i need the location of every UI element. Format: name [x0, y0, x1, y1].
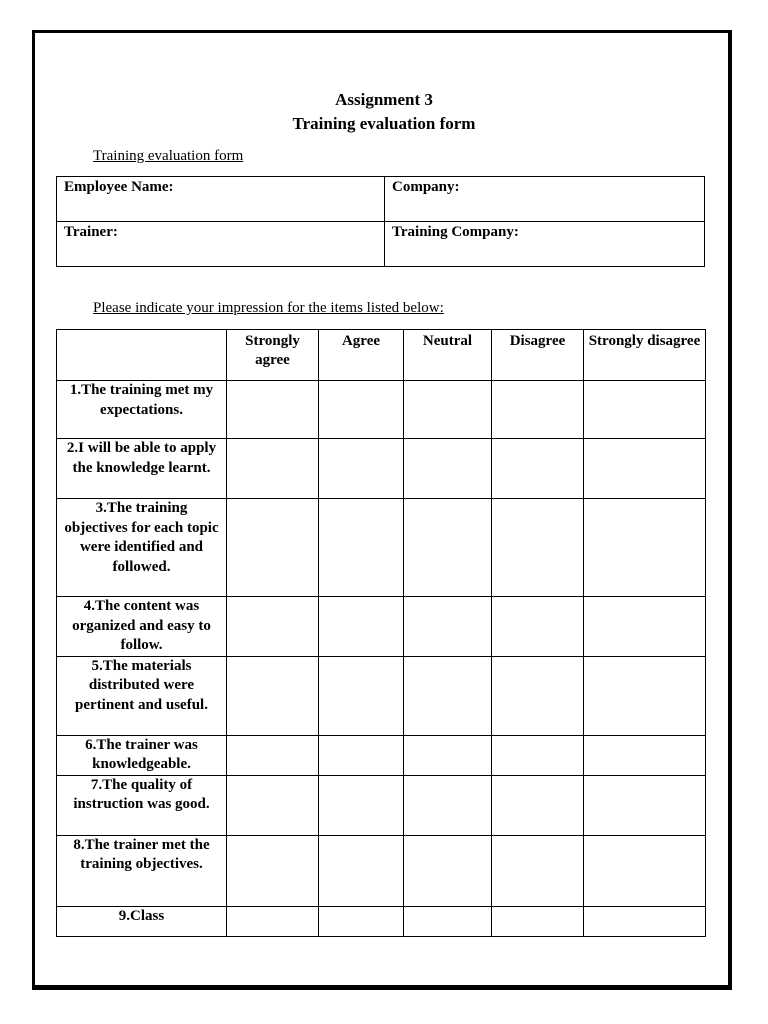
- rating-cell-neutral[interactable]: [404, 439, 492, 499]
- training-company-field[interactable]: Training Company:: [385, 222, 705, 267]
- rating-cell-disagree[interactable]: [492, 775, 584, 835]
- rating-cell-strongly-agree[interactable]: [227, 439, 319, 499]
- rating-cell-strongly-agree[interactable]: [227, 381, 319, 439]
- header-strongly-agree: Strongly agree: [227, 330, 319, 381]
- evaluation-item-label: 7.The quality of instruction was good.: [57, 775, 227, 835]
- rating-cell-disagree[interactable]: [492, 735, 584, 775]
- rating-cell-disagree[interactable]: [492, 439, 584, 499]
- evaluation-table: [56, 329, 706, 937]
- rating-cell-strongly-agree[interactable]: [227, 597, 319, 657]
- header-strongly-disagree: Strongly disagree: [584, 330, 706, 381]
- rating-cell-strongly-disagree[interactable]: [584, 775, 706, 835]
- rating-cell-neutral[interactable]: [404, 597, 492, 657]
- rating-cell-strongly-disagree[interactable]: [584, 656, 706, 735]
- rating-cell-strongly-disagree[interactable]: [584, 906, 706, 936]
- rating-cell-strongly-disagree[interactable]: [584, 381, 706, 439]
- rating-cell-agree[interactable]: [319, 835, 404, 906]
- rating-cell-neutral[interactable]: [404, 906, 492, 936]
- table-row: [57, 381, 706, 439]
- rating-cell-agree[interactable]: [319, 906, 404, 936]
- rating-cell-neutral[interactable]: [404, 656, 492, 735]
- evaluation-item-label: 3.The training objectives for each topic were identified and followed.: [57, 499, 227, 597]
- table-row: [57, 499, 706, 597]
- section-heading-form: Training evaluation form: [93, 148, 244, 164]
- evaluation-item-label: 4.The content was organized and easy to follow.: [57, 597, 227, 657]
- header-item: [57, 330, 227, 381]
- trainer-field[interactable]: Trainer:: [57, 222, 385, 267]
- rating-cell-agree[interactable]: [319, 735, 404, 775]
- rating-cell-disagree[interactable]: [492, 835, 584, 906]
- header-row: [57, 330, 706, 381]
- rating-cell-neutral[interactable]: [404, 499, 492, 597]
- rating-cell-strongly-agree[interactable]: [227, 775, 319, 835]
- rating-cell-neutral[interactable]: [404, 735, 492, 775]
- header-neutral: Neutral: [404, 330, 492, 381]
- rating-cell-agree[interactable]: [319, 775, 404, 835]
- table-row: [57, 656, 706, 735]
- employee-name-field[interactable]: Employee Name:: [57, 177, 385, 222]
- rating-cell-neutral[interactable]: [404, 775, 492, 835]
- evaluation-item-label: 6.The trainer was knowledgeable.: [57, 735, 227, 775]
- header-disagree: Disagree: [492, 330, 584, 381]
- rating-cell-neutral[interactable]: [404, 835, 492, 906]
- rating-cell-disagree[interactable]: [492, 499, 584, 597]
- rating-cell-disagree[interactable]: [492, 906, 584, 936]
- rating-cell-strongly-agree[interactable]: [227, 499, 319, 597]
- employee-info-table: [56, 176, 705, 267]
- rating-cell-strongly-disagree[interactable]: [584, 439, 706, 499]
- rating-cell-agree[interactable]: [319, 499, 404, 597]
- title-block: [0, 88, 768, 136]
- section-heading-instructions: Please indicate your impression for the items listed below:: [93, 300, 444, 316]
- evaluation-item-label: 2.I will be able to apply the knowledge learnt.: [57, 439, 227, 499]
- rating-cell-strongly-agree[interactable]: [227, 656, 319, 735]
- rating-cell-neutral[interactable]: [404, 381, 492, 439]
- rating-cell-disagree[interactable]: [492, 381, 584, 439]
- header-agree: Agree: [319, 330, 404, 381]
- rating-cell-strongly-disagree[interactable]: [584, 499, 706, 597]
- evaluation-item-label: 5.The materials distributed were pertinent and useful.: [57, 656, 227, 735]
- table-row: [57, 775, 706, 835]
- table-row: [57, 597, 706, 657]
- evaluation-item-label: 9.Class: [57, 906, 227, 936]
- rating-cell-strongly-agree[interactable]: [227, 735, 319, 775]
- page-subtitle: Training evaluation form: [292, 114, 476, 133]
- rating-cell-agree[interactable]: [319, 656, 404, 735]
- company-field[interactable]: Company:: [385, 177, 705, 222]
- rating-cell-strongly-agree[interactable]: [227, 906, 319, 936]
- table-row: [57, 906, 706, 936]
- rating-cell-strongly-agree[interactable]: [227, 835, 319, 906]
- rating-cell-strongly-disagree[interactable]: [584, 835, 706, 906]
- rating-cell-agree[interactable]: [319, 439, 404, 499]
- rating-cell-strongly-disagree[interactable]: [584, 735, 706, 775]
- evaluation-item-label: 8.The trainer met the training objectives.: [57, 835, 227, 906]
- rating-cell-disagree[interactable]: [492, 656, 584, 735]
- table-row: [57, 835, 706, 906]
- rating-cell-strongly-disagree[interactable]: [584, 597, 706, 657]
- rating-cell-disagree[interactable]: [492, 597, 584, 657]
- evaluation-item-label: 1.The training met my expectations.: [57, 381, 227, 439]
- rating-cell-agree[interactable]: [319, 381, 404, 439]
- rating-cell-agree[interactable]: [319, 597, 404, 657]
- page-title: Assignment 3: [335, 90, 433, 109]
- table-row: [57, 735, 706, 775]
- table-row: [57, 439, 706, 499]
